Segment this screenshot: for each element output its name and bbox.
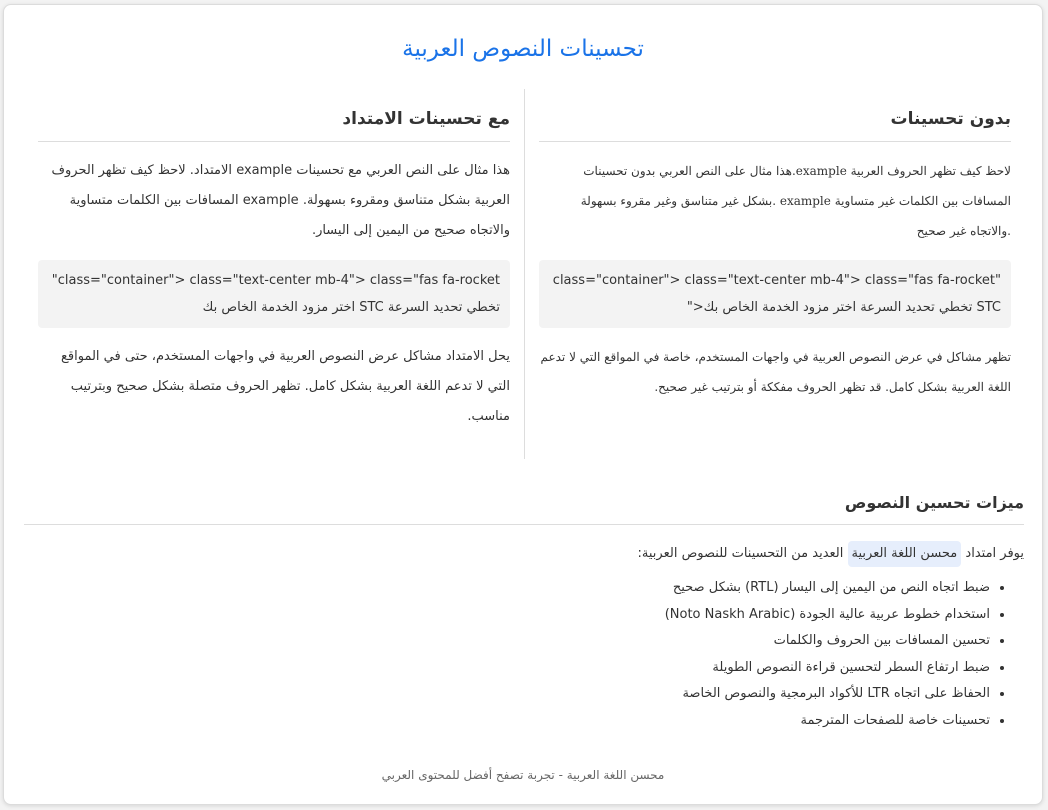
with-code-block: class="container"> class="text-center mb-4"> class="fas fa-rocket" تخطي تحديد السرعة STC اختر مزود الخدمة الخاص بك <box>38 260 510 328</box>
main-card <box>3 4 1043 805</box>
footer-text: محسن اللغة العربية - تجربة تصفح أفضل للمحتوى العربي <box>381 768 665 782</box>
without-paragraph-2: تظهر مشاكل في عرض النصوص العربية في واجهات المستخدم، خاصة في المواقع التي لا تدعم اللغة العربية بشكل كامل. قد تظهر الحروف مفككة أو بترتيب غير صحيح. <box>540 350 1011 394</box>
list-item: • ضبط ارتفاع السطر لتحسين قراءة النصوص الطويلة <box>24 655 990 682</box>
features-section <box>24 483 1024 734</box>
without-code-block: class="container"> class="text-center mb-4"> class="fas fa-rocket" STC تخطي تحديد السرعة اختر مزود الخدمة الخاص بك<" <box>539 260 1011 328</box>
list-item: • تحسينات خاصة للصفحات المترجمة <box>24 708 990 735</box>
without-enhancements-section <box>539 97 1011 402</box>
with-paragraph-1: هذا مثال على النص العربي مع تحسينات example الامتداد. لاحظ كيف تظهر الحروف العربية بشكل متناسق ومقروء بسهولة. example المسافات بين الكلمات متساوية والاتجاه صحيح من اليمين إلى اليسار. <box>51 163 510 238</box>
column-divider <box>524 89 525 459</box>
list-item: • استخدام خطوط عربية عالية الجودة (Noto Naskh Arabic) <box>24 602 990 629</box>
page-title: تحسينات النصوص العربية <box>402 36 644 62</box>
extension-name-badge: محسن اللغة العربية <box>848 541 962 567</box>
list-item: • الحفاظ على اتجاه LTR للأكواد البرمجية والنصوص الخاصة <box>24 681 990 708</box>
intro-before: يوفر امتداد <box>965 546 1024 561</box>
list-item: • تحسين المسافات بين الحروف والكلمات <box>24 628 990 655</box>
list-item: • ضبط اتجاه النص من اليمين إلى اليسار (RTL) بشكل صحيح <box>24 575 990 602</box>
without-heading: بدون تحسينات <box>539 97 1011 142</box>
without-paragraph-1: لاحظ كيف تظهر الحروف العربية example.هذا مثال على النص العربي بدون تحسينات المسافات بين الكلمات غير متساوية example .بشكل غير متناسق وغير مقروء بسهولة .والاتجاه غير صحيح <box>580 164 1011 238</box>
with-enhancements-section <box>38 97 510 432</box>
features-list <box>24 575 1024 734</box>
features-intro <box>24 541 1024 567</box>
features-heading: ميزات تحسين النصوص <box>24 483 1024 525</box>
with-heading: مع تحسينات الامتداد <box>38 97 510 142</box>
intro-after: العديد من التحسينات للنصوص العربية: <box>637 546 844 561</box>
with-paragraph-2: يحل الامتداد مشاكل عرض النصوص العربية في واجهات المستخدم، حتى في المواقع التي لا تدعم اللغة العربية بشكل كامل. تظهر الحروف متصلة بشكل صحيح وبترتيب مناسب. <box>60 349 510 424</box>
